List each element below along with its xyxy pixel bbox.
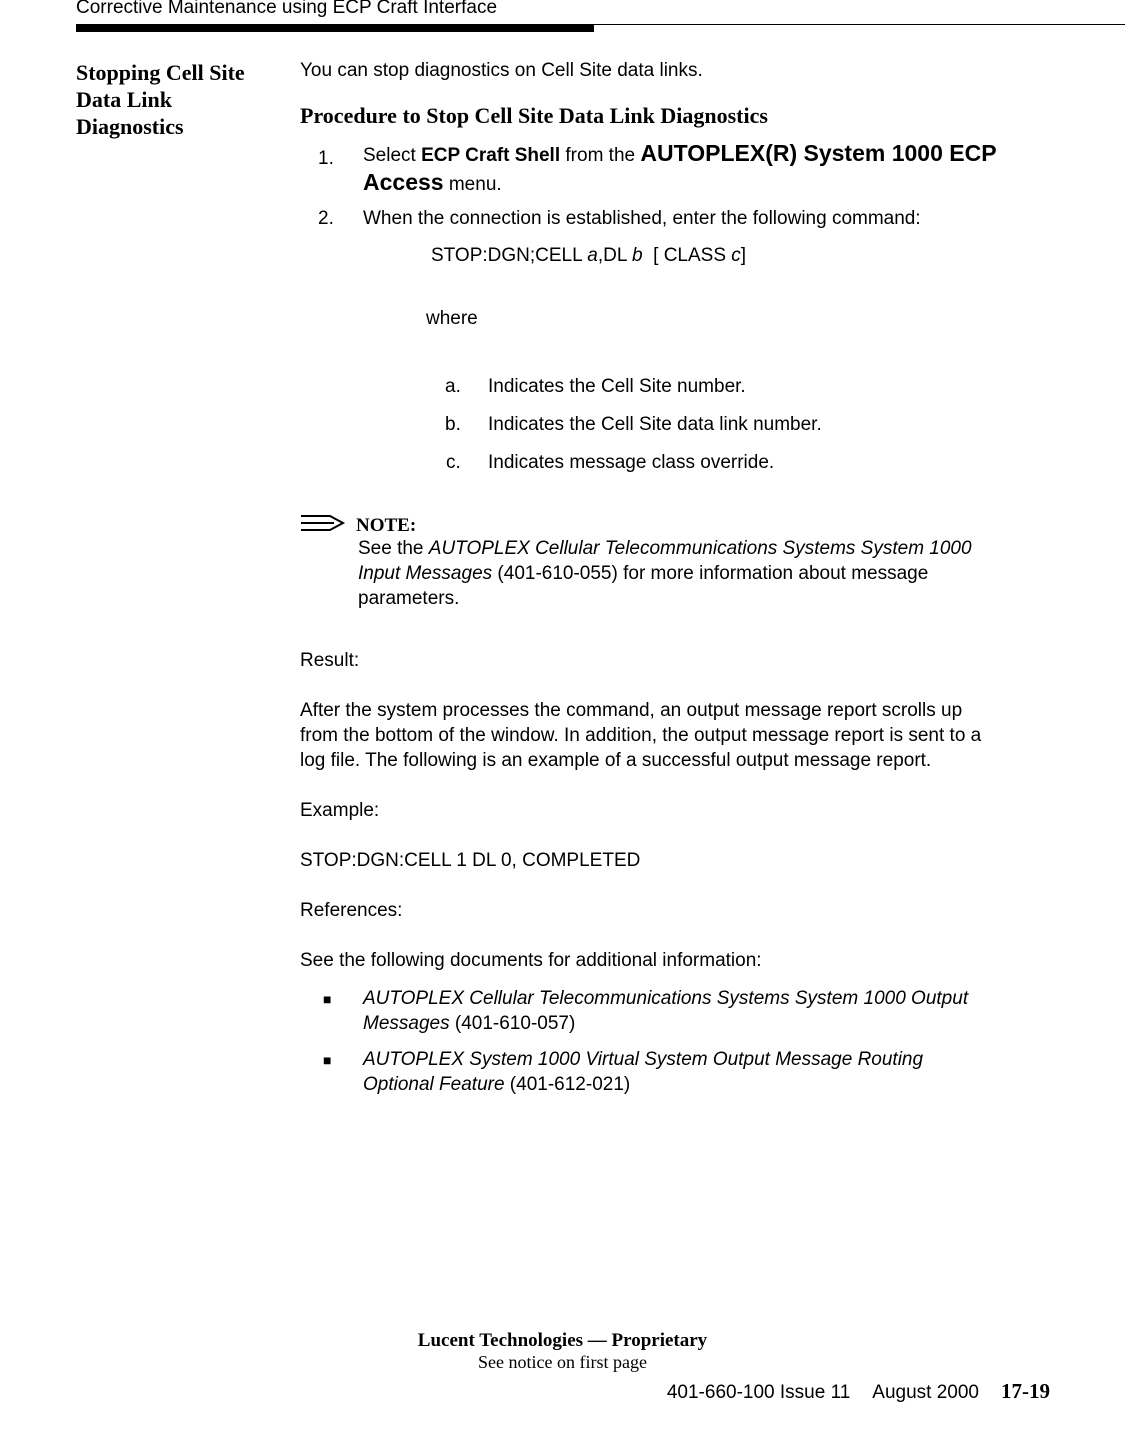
command-syntax	[431, 243, 746, 268]
menu-title: AUTOPLEX(R) System 1000 ECP	[640, 140, 997, 166]
reference-title: AUTOPLEX Cellular Telecommunications Systems System 1000 Output	[363, 988, 969, 1009]
step-number: 2.	[318, 208, 334, 229]
procedure-title: Procedure to Stop Cell Site Data Link Diagnostics	[300, 103, 768, 128]
result-line: log file. The following is an example of a successful output message report.	[300, 750, 932, 771]
param-text: Indicates the Cell Site number.	[488, 376, 746, 397]
footer-notice: See notice on first page	[478, 1352, 647, 1372]
doc-date: August 2000	[872, 1382, 979, 1403]
cmd-part: ]	[740, 245, 747, 266]
where-label: where	[426, 308, 478, 329]
cmd-part: ,DL	[597, 245, 632, 266]
menu-item-ecp-craft-shell: ECP Craft Shell	[421, 145, 561, 166]
example-text: STOP:DGN:CELL 1 DL 0, COMPLETED	[300, 850, 641, 871]
cmd-part: STOP:DGN;CELL	[431, 245, 588, 266]
reference-number: (401-612-021)	[504, 1074, 631, 1095]
note-line: parameters.	[358, 588, 460, 609]
references-label: References:	[300, 900, 403, 921]
cmd-var: b	[632, 245, 643, 266]
intro-text: You can stop diagnostics on Cell Site data links.	[300, 60, 703, 81]
step-1-mid: from the	[560, 145, 641, 166]
note-pre: See the	[358, 538, 429, 559]
result-line: After the system processes the command, an output message report scrolls up	[300, 700, 963, 721]
reference-item	[363, 986, 1063, 1036]
reference-number: (401-610-057)	[449, 1013, 576, 1034]
note-doc-title: Input Messages	[358, 563, 493, 584]
step-2-text: When the connection is established, enter the following command:	[363, 208, 921, 229]
reference-title: AUTOPLEX System 1000 Virtual System Output Message Routing	[363, 1049, 924, 1070]
menu-title-cont: Access	[363, 169, 444, 195]
example-label: Example:	[300, 800, 380, 821]
param-letter: a.	[445, 376, 461, 397]
step-1-post: menu.	[443, 174, 502, 195]
step-number: 1.	[318, 148, 334, 169]
step-1-pre: Select	[363, 145, 422, 166]
param-text: Indicates the Cell Site data link number.	[488, 414, 822, 435]
note-text	[358, 536, 1058, 611]
bullet-icon: ■	[323, 991, 332, 1007]
note-post: (401-610-055) for more information about message	[492, 563, 929, 584]
step-1-text	[363, 140, 1063, 198]
running-head: Corrective Maintenance using ECP Craft Interface	[76, 0, 498, 18]
note-arrow-icon	[300, 512, 346, 534]
cmd-var: a	[587, 245, 598, 266]
reference-item	[363, 1047, 1063, 1097]
page-number: 17-19	[1001, 1379, 1050, 1403]
footer-folio	[420, 1379, 1050, 1404]
param-letter: c.	[446, 452, 461, 473]
footer-company: Lucent Technologies — Proprietary	[417, 1330, 708, 1351]
reference-title: Messages	[363, 1013, 450, 1034]
note-doc-title: AUTOPLEX Cellular Telecommunications Systems System 1000	[428, 538, 972, 559]
param-text: Indicates message class override.	[488, 452, 775, 473]
reference-title: Optional Feature	[363, 1074, 505, 1095]
cmd-part: [ CLASS	[642, 245, 732, 266]
doc-id: 401-660-100 Issue 11	[666, 1382, 851, 1403]
param-letter: b.	[445, 414, 461, 435]
note-label: NOTE:	[356, 515, 417, 536]
bullet-icon: ■	[323, 1052, 332, 1068]
cmd-var: c	[731, 245, 741, 266]
side-heading: Stopping Cell Site Data Link Diagnostics	[76, 60, 245, 139]
result-label: Result:	[300, 650, 360, 671]
references-intro: See the following documents for additional information:	[300, 950, 762, 971]
header-rule-thick	[76, 25, 594, 32]
result-line: from the bottom of the window. In addition, the output message report is sent to a	[300, 725, 982, 746]
